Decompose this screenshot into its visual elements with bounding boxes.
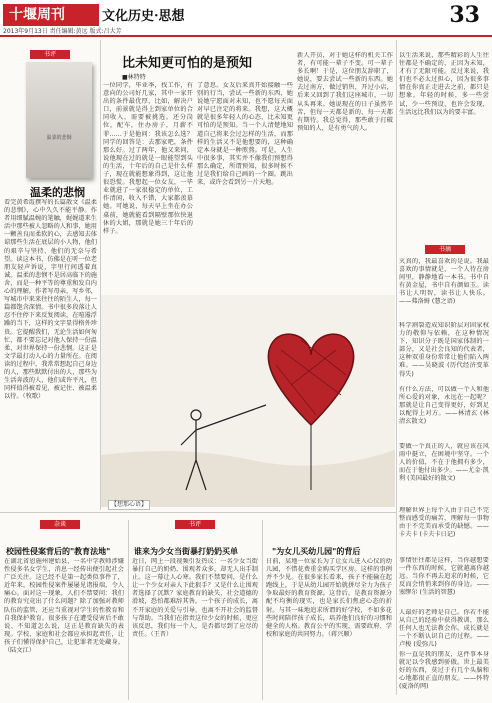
column-divider (396, 40, 397, 695)
heart-illustration (101, 295, 395, 507)
article-body-col3: 新人开员，对于她这样的机关工作者，有可能一辈子不变。可一辈子多长啊！于是，这位朋友辞职了，她说，要去尝试一些新的东西。她去过南方，做过销售，开过小店，后来又回到了我们这座城市，一切从头再来。她说现在的日子虽然辛苦，但每一天都是新的，每一天都有期待。我总觉得，那些敢于打破预知的人，是有勇气的人。 (297, 52, 393, 132)
article-title: 谁来为少女当街暴打奶奶买单 (134, 546, 238, 556)
article-author: ■林特特 (122, 74, 146, 81)
issue-meta: 2013年9月13日 责任编辑:黄远 版式:吕大芳 (3, 28, 122, 35)
masthead-rule (0, 35, 492, 37)
section-tag: 书评 (30, 50, 70, 59)
article-title: 校园性侵案背后的"教育法地" (6, 546, 111, 556)
section-divider (0, 512, 396, 513)
article-body: 日前，某地一位家长为了让女儿进入心仪的幼儿园，不惜花费重金购买学区房。这样的事例并不少见。在很多家长看来，孩子不能输在起跑线上，于是从幼儿园开始就拼尽全力为孩子争取最好的教育资源。这背后，是教育资源分配不均衡的现实，也是家长们焦虑心态的折射。与其一味地追求所谓的好学校，不如多花些时间陪伴孩子成长，培养他们良好的习惯和健全的人格。教育公平的实现，需要政府、学校和家庭的共同努力。（蒋兴顺） (266, 558, 392, 638)
quote-item: 事情往往都是这样，当你越想要一件东西的时候，它就越离你越远。当你不再去追求的时候，它反而会悄悄来到你的身边。——塞缪尔 (生活的智慧) (399, 557, 489, 597)
article-title: 比未知更可怕的是预知 (122, 56, 253, 71)
quote-item: 灭真的，我最喜欢的是说。我最喜欢的事情就是，一个人待在房间里，静静地看一本书。书中自有黄金屋，书中自有颜如玉。读书让人明智，读书让人快乐。——弗洛姆 (慧之语) (399, 258, 489, 306)
section-title: 文化历史·思想 (102, 9, 185, 24)
article-body: 在湖北省恩施州建始县，一名中学教师涉嫌性侵多名女学生，消息一经传出便引起社会广泛关注。这已经不是第一起类似事件了，近年来，校园性侵案件屡屡见诸报端，令人痛心。面对这一现象，人们不禁要问：我们的教育究竟出了什么问题？除了加强对教师队伍的监管，还应当重视对学生的性教育和自我保护教育。很多孩子在遭受侵害后不敢说、不知道怎么说，这正是教育缺失的表现。学校、家庭和社会都应承担起责任，让孩子们懂得保护自己，让犯罪者无处藏身。（陆文江） (4, 558, 124, 655)
quote-item: 有什么方法，可以做一个人和他所心爱的对象，永远在一起呢？那就是让自己变得更好，好到足以配得上对方。——林清玄 (林清玄散文) (399, 386, 489, 426)
article-body-col4: 以生活来说，那些精彩的人生往往都是不确定的，正因为未知，才有了无限可能。反过来说，我们也不必太过担心，因为很多事情在你真正走进去之前，都只是想象。年轻的时候，多一些尝试，少一些预设，也许会发现，生活远比我们以为的要丰富。 (399, 52, 489, 116)
brand-title: 十堰周刊 (3, 4, 99, 26)
book-cover-image (26, 62, 92, 178)
article-title: 温柔的悲悯 (30, 186, 85, 199)
article-body: 近日，网上一段视频引发热议：一名少女当街暴打自己的奶奶，围观者众多，却无人出手制止。这一幕让人心寒。我们不禁要问，是什么让一个少女对亲人下此狠手？又是什么让围观者选择了沉默？家庭教育的缺失、社会道德的滑坡，恐怕都难辞其咎。一个孩子的成长，离不开家庭的关爱与引导，也离不开社会的监督与帮助。当我们在指责这位少女的时候，更应该反思，我们每一个人，是否都尽到了应尽的责任。（王晋） (132, 558, 258, 638)
masthead (0, 0, 492, 36)
article-title: "为女儿买幼儿园"的背后 (272, 546, 361, 556)
article-body: 看完黄希霞撰写的长篇散文《温柔的悲悯》，心中久久不能平静。作者用细腻温婉的笔触，娓娓道来生活中那些被人忽略的人和事，她用一颗善良而柔软的心，去感知去体谅那些生活在底层的小人物，他们的艰辛与坚持、他们的无奈与希望。读这本书，仿佛是在听一位老朋友轻声诉说，字里行间透着真诚。温柔的悲悯不是居高临下的施舍，而是一种平等的尊重和发自内心的理解。作者写母亲，写乡邻，写城市中来来往往的陌生人，每一篇都饱含深情。书中很多段落让人忍不住停下来反复阅读，在喧嚣浮躁的当下，这样的文字显得格外珍贵。它提醒我们，无论生活如何匆忙，都不要忘记对他人保持一份温柔，对世界保持一份悲悯。这正是文学最打动人心的力量所在。在阅读的过程中，我常常想起自己身边的人，那些默默付出的人，那些为生活奔波的人，他们或许平凡，但同样值得被看见、被记住、被温柔以待。（牧歌） (4, 199, 97, 401)
column-divider (262, 520, 263, 700)
book-cover-title: 温柔的悲悯 (46, 135, 72, 141)
quote-item: 人最好的老师是自己。你若不能从自己的经验中获得教训，那么任何人也无法教会你。成长就是一个不断认识自己的过程。——卢梭 (爱弥儿) (399, 609, 489, 649)
column-divider (128, 520, 129, 700)
quote-item: 科学割裂造成知识阶层对固家权力的敬仰与依赖，在这种情况下，知识分子既是国家体制的一部分，又是社会良知的代表者，这种双重身份常常让他们陷入两难。——吴晓波 (历代经济变革得失) (399, 322, 489, 378)
quote-item: 要做一个真正的人，就应该在风雨中挺立，在困境中坚守。一个人的价值，不在于他拥有多少，而在于他付出多少。——尤金·凯利 (美国最好的散文) (399, 443, 489, 483)
section-tag: 书摘 (425, 245, 465, 254)
section-tag: 杂谈 (40, 520, 80, 529)
article-body-col2: 了意思。女友后来真开始接触一些别的行当，尝试一些新的东西，她说她宁愿面对未知，也不愿每天面对早已注定的将来。我想，这大概就是很多年轻人的心态，比未知更可怕的是预知。当一个人清楚地知道自己将来会过怎样的生活，而那样的生活又不是他想要的，这种确定本身就是一种煎熬。可是，人生中很多事，其实并不像我们预想得那么确定，所谓预知，很多时候不过是我们给自己画的一个圈。跳出来，或许会看到另一片天地。 (197, 82, 293, 187)
quote-item: 你一直是我的朋友，这件事本身就足以令我感到骄傲。世上最美好的东西，莫过于有几个头脑和心地都很正直的朋友。——怀特 (夏洛的网) (399, 651, 489, 691)
illustration-caption: 【想那心语】 (108, 500, 150, 510)
page-number: 33 (449, 2, 480, 28)
article-body-col1: 一位同学，毕业季，找工作，有意向的公司好几家，其中一家开出的条件最优厚，比如，解决户口，前景就是得上到家单位的合同收入，需要被挑选。还分岗位，配车，住办房子，月薪不菲……于是他问：我该怎么选？同学的回答是：去那家吧，条件那么好。过了两年，他又来问，说他现在过的就是一眼能望到头的生活，十年后的自己是什么样子，现在就能想象得到，这让他很恐慌。我想起一位女友，一毕业就进了一家很稳定的单位，工作清闲，收入不错，大家都羡慕她。可她说，每天早上坐在办公桌前，她就能看到隔壁那位快退休的大姐，那就是她三十年后的样子。 (103, 82, 193, 235)
section-tag: 书评 (175, 520, 215, 529)
quote-item: 理解世界上每个人由于自己不完整而感受的痛苦，理解每一事物由于不完美而承受的缺憾。——卡夫卡 (卡夫卡日记) (399, 507, 489, 539)
